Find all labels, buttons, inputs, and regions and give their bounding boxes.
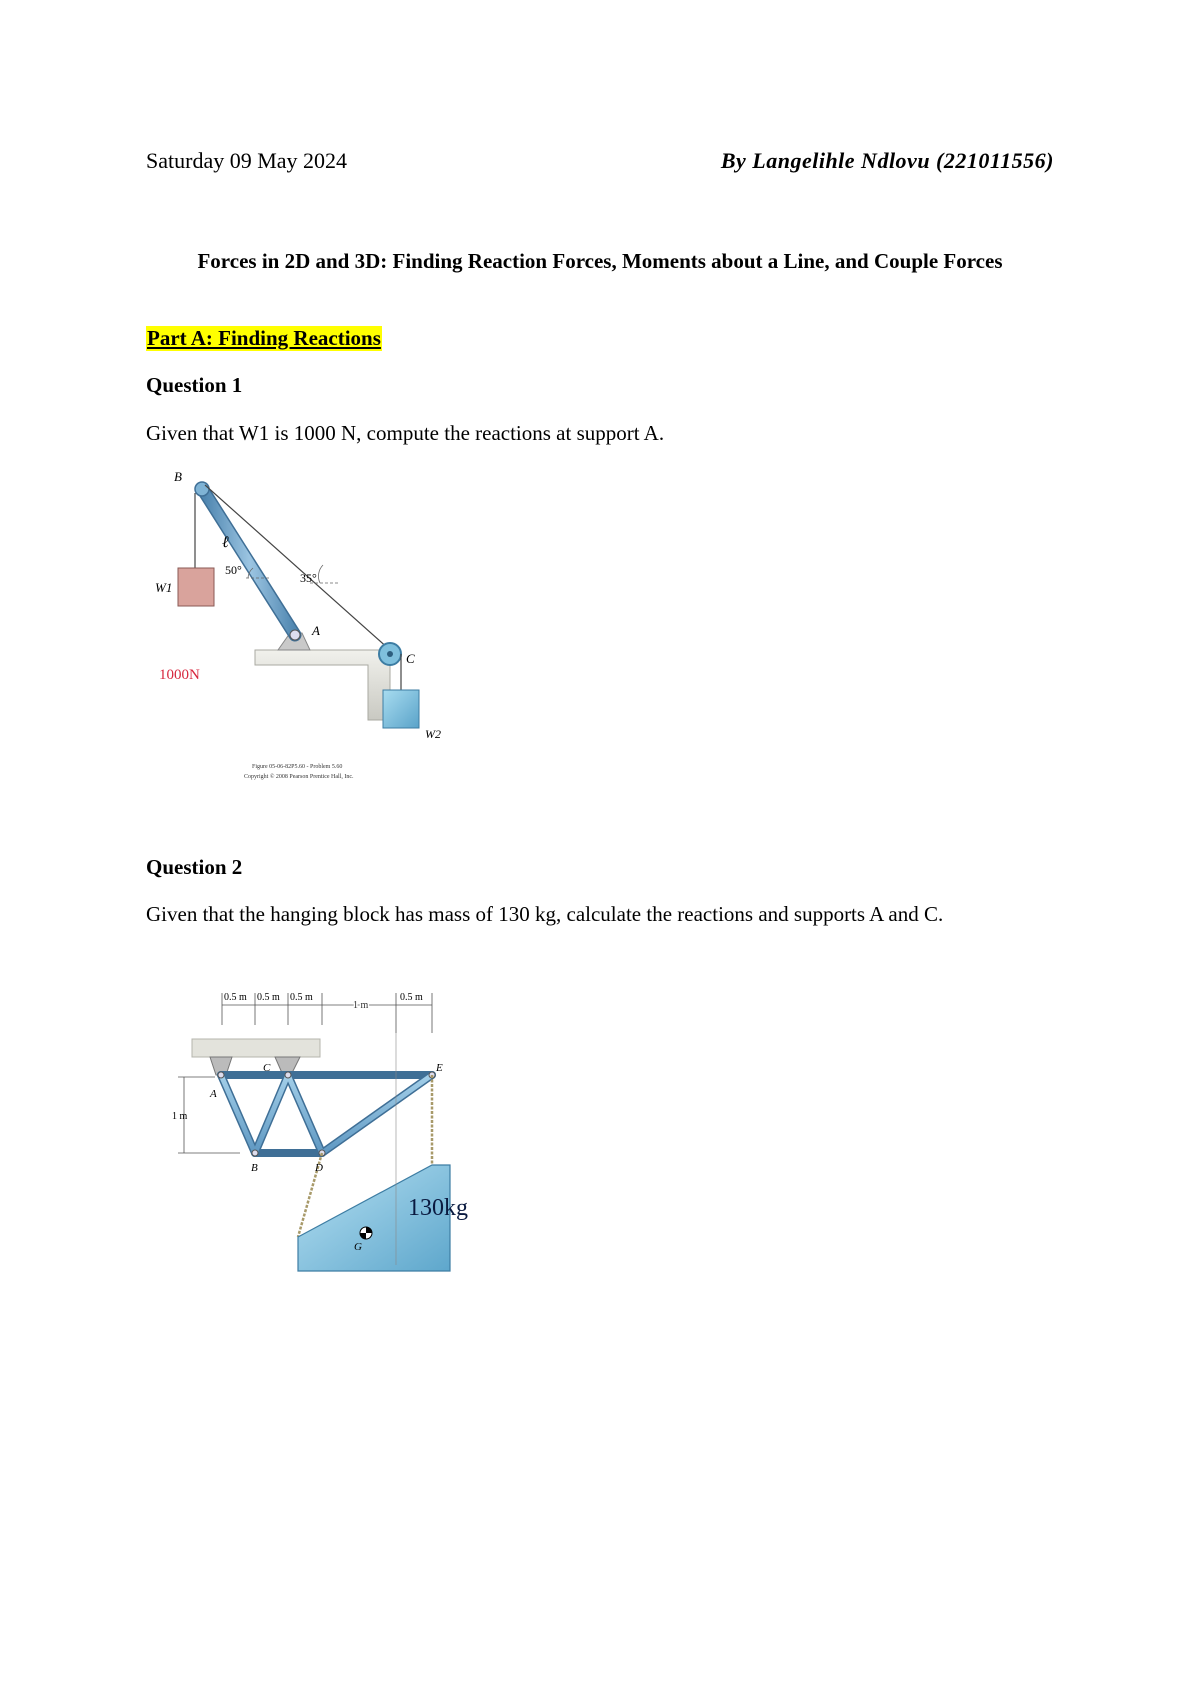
figure-caption-2: Copyright © 2008 Pearson Prentice Hall, Inc. bbox=[244, 774, 354, 780]
label-w1: W1 bbox=[155, 580, 173, 595]
question-2-figure bbox=[170, 975, 490, 1285]
angle-50: 50° bbox=[225, 563, 242, 577]
angle-35: 35° bbox=[300, 571, 317, 585]
document-author: By Langelihle Ndlovu (221011556) bbox=[720, 148, 1054, 173]
dim-0-5-b: 0.5 m bbox=[257, 992, 280, 1003]
label-l: ℓ bbox=[222, 534, 229, 551]
label-b: B bbox=[174, 469, 182, 484]
label-b: B bbox=[251, 1162, 258, 1174]
boom-member bbox=[205, 493, 295, 635]
label-a: A bbox=[312, 623, 320, 638]
dim-0-5-c: 0.5 m bbox=[290, 992, 313, 1003]
document-title: Forces in 2D and 3D: Finding Reaction Forces, Moments about a Line, and Couple Forces bbox=[197, 249, 1003, 273]
label-w2: W2 bbox=[425, 727, 441, 741]
document-date: Saturday 09 May 2024 bbox=[146, 148, 348, 173]
part-a-heading: Part A: Finding Reactions bbox=[147, 326, 381, 350]
dim-vertical-1-m: 1 m bbox=[172, 1111, 188, 1122]
question-2-heading: Question 2 bbox=[146, 855, 243, 879]
block-w2 bbox=[383, 690, 419, 728]
dim-0-5-a: 0.5 m bbox=[224, 992, 247, 1003]
truss-members bbox=[221, 1075, 432, 1153]
label-a: A bbox=[210, 1088, 217, 1100]
question-2-text: Given that the hanging block has mass of 130 kg, calculate the reactions and supports A and C. bbox=[146, 902, 944, 926]
ground-support bbox=[255, 650, 390, 720]
label-c: C bbox=[263, 1062, 271, 1074]
label-g: G bbox=[354, 1241, 362, 1253]
handwritten-130kg: 130kg bbox=[408, 1195, 468, 1221]
dim-0-5-d: 0.5 m bbox=[400, 992, 423, 1003]
question-1-figure bbox=[150, 465, 470, 785]
block-w1 bbox=[178, 568, 214, 606]
question-1-text: Given that W1 is 1000 N, compute the reactions at support A. bbox=[146, 421, 665, 445]
question-1-heading: Question 1 bbox=[146, 373, 243, 397]
dim-1-m: 1 m bbox=[353, 1000, 369, 1011]
handwritten-1000n: 1000N bbox=[159, 667, 200, 683]
ceiling-support bbox=[192, 1039, 320, 1057]
label-d: D bbox=[315, 1162, 323, 1174]
label-c: C bbox=[406, 651, 415, 666]
figure-caption-1: Figure 05-06-82P5.60 - Problem 5.60 bbox=[252, 764, 343, 770]
label-e: E bbox=[436, 1062, 443, 1074]
